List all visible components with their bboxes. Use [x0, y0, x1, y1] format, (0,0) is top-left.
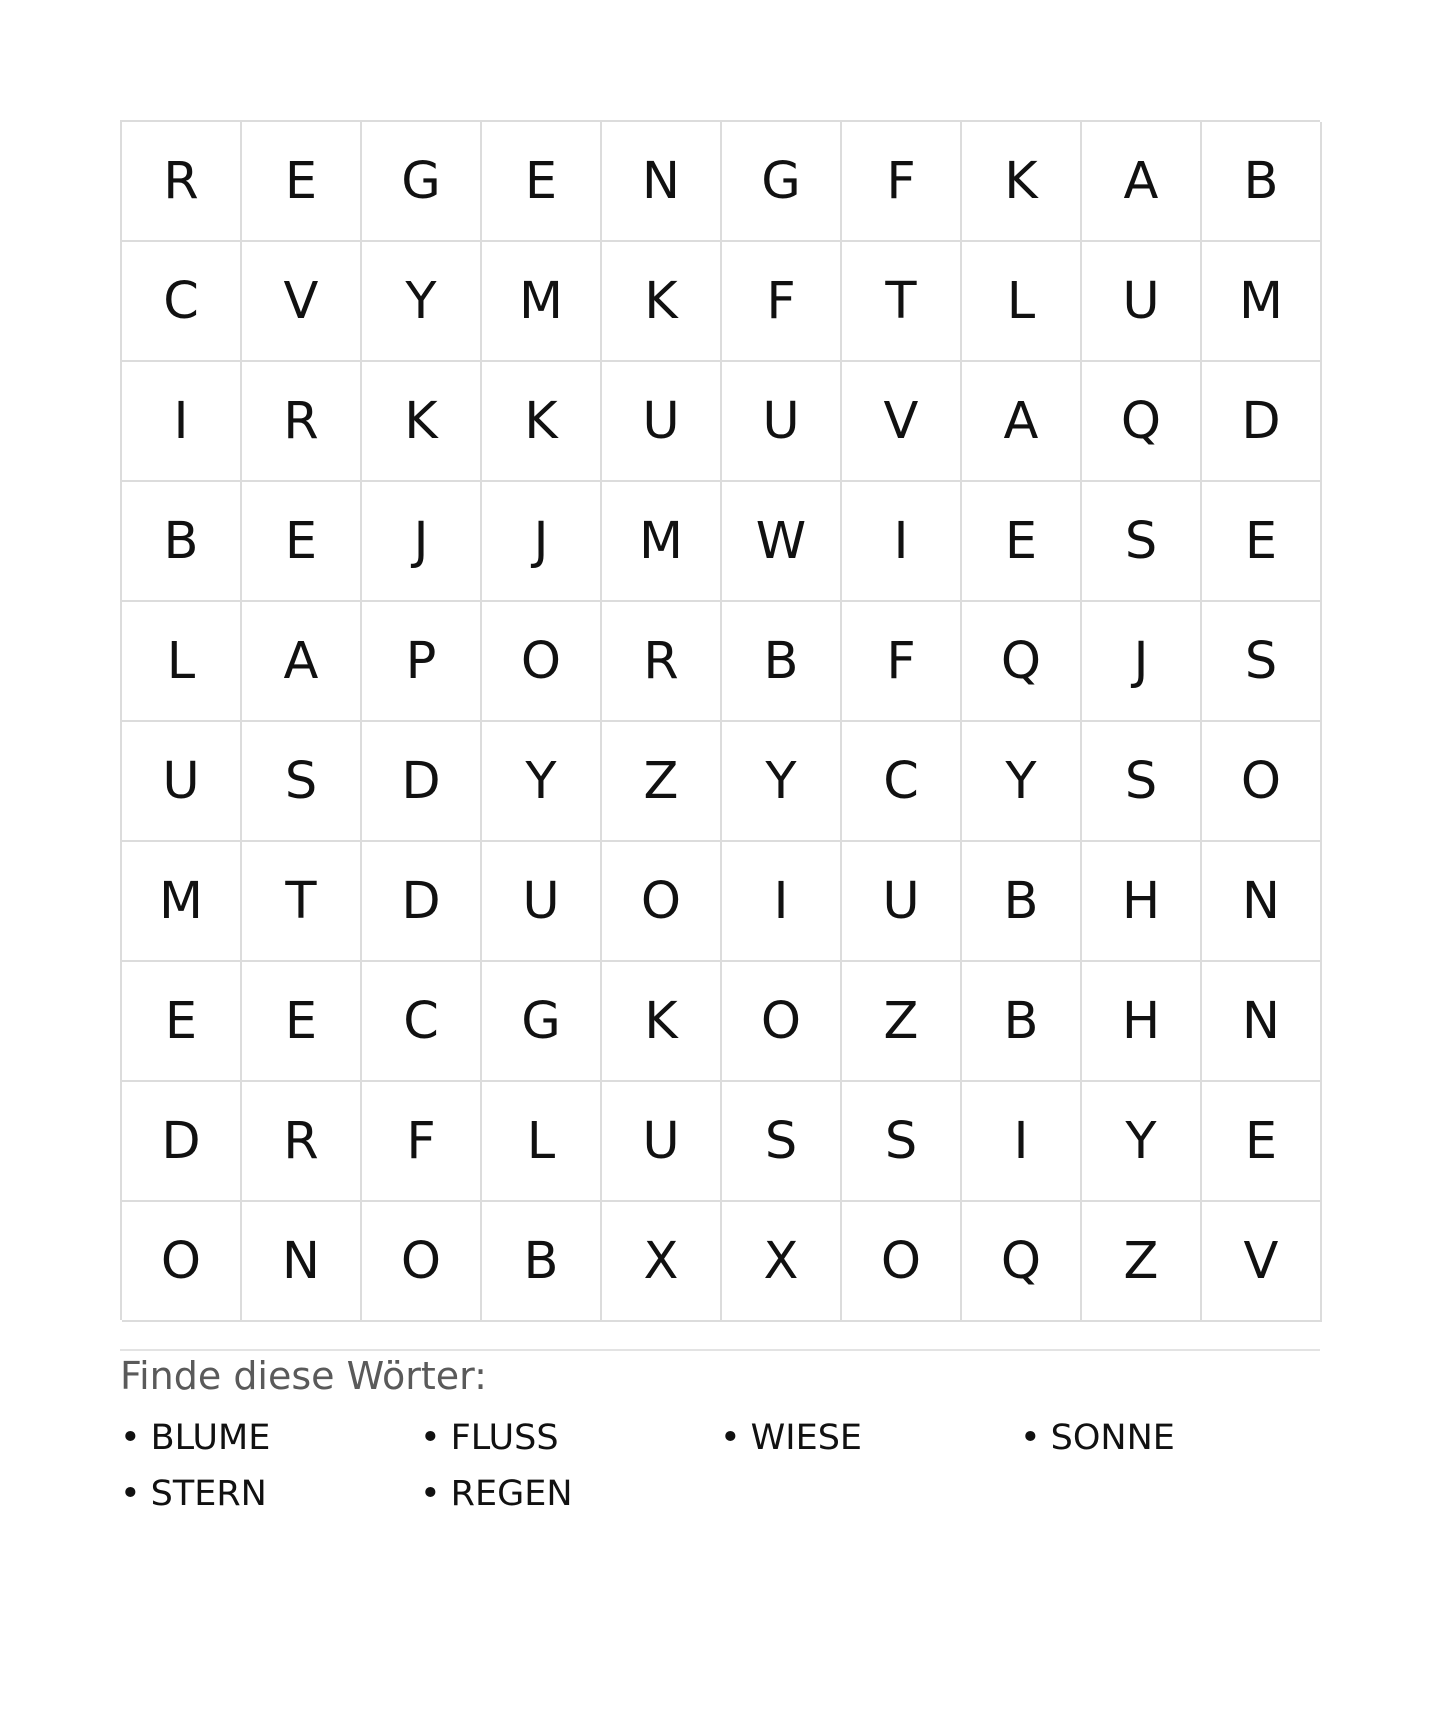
grid-cell[interactable]: W — [722, 482, 842, 602]
grid-cell[interactable]: T — [842, 242, 962, 362]
grid-cell[interactable]: V — [842, 362, 962, 482]
grid-cell[interactable]: F — [842, 602, 962, 722]
grid-cell[interactable]: R — [122, 122, 242, 242]
grid-cell[interactable]: D — [362, 722, 482, 842]
grid-cell[interactable]: O — [842, 1202, 962, 1322]
grid-cell[interactable]: M — [602, 482, 722, 602]
grid-cell[interactable]: C — [842, 722, 962, 842]
grid-cell[interactable]: J — [482, 482, 602, 602]
grid-cell[interactable]: J — [1082, 602, 1202, 722]
grid-cell[interactable]: R — [602, 602, 722, 722]
grid-cell[interactable]: L — [122, 602, 242, 722]
grid-cell[interactable]: O — [1202, 722, 1322, 842]
grid-cell[interactable]: V — [242, 242, 362, 362]
word-item — [420, 1410, 720, 1466]
grid-cell[interactable]: S — [722, 1082, 842, 1202]
grid-cell[interactable]: V — [1202, 1202, 1322, 1322]
bullet-icon: • — [120, 1418, 141, 1458]
grid-cell[interactable]: B — [1202, 122, 1322, 242]
word-label: SONNE — [1050, 1418, 1175, 1458]
grid-cell[interactable]: K — [962, 122, 1082, 242]
grid-cell[interactable]: C — [122, 242, 242, 362]
word-item — [420, 1466, 720, 1522]
grid-cell[interactable]: C — [362, 962, 482, 1082]
grid-cell[interactable]: S — [1202, 602, 1322, 722]
grid-cell[interactable]: Y — [962, 722, 1082, 842]
word-item — [1020, 1410, 1320, 1466]
word-label: BLUME — [150, 1418, 271, 1458]
grid-cell[interactable]: I — [122, 362, 242, 482]
grid-cell[interactable]: S — [1082, 482, 1202, 602]
grid-cell[interactable]: Q — [962, 1202, 1082, 1322]
grid-cell[interactable]: B — [122, 482, 242, 602]
grid-cell[interactable]: U — [842, 842, 962, 962]
grid-cell[interactable]: K — [602, 962, 722, 1082]
grid-cell[interactable]: E — [242, 962, 362, 1082]
grid-cell[interactable]: I — [722, 842, 842, 962]
bullet-icon: • — [120, 1474, 141, 1514]
grid-cell[interactable]: O — [122, 1202, 242, 1322]
grid-cell[interactable]: F — [842, 122, 962, 242]
grid-cell[interactable]: I — [962, 1082, 1082, 1202]
grid-cell[interactable]: F — [362, 1082, 482, 1202]
grid-cell[interactable]: M — [122, 842, 242, 962]
word-label: REGEN — [450, 1474, 573, 1514]
grid-cell[interactable]: E — [1202, 1082, 1322, 1202]
grid-cell[interactable]: R — [242, 362, 362, 482]
grid-cell[interactable]: L — [962, 242, 1082, 362]
bullet-icon: • — [420, 1418, 441, 1458]
word-label: STERN — [150, 1474, 267, 1514]
grid-cell[interactable]: Z — [1082, 1202, 1202, 1322]
grid-cell[interactable]: N — [1202, 962, 1322, 1082]
grid-cell[interactable]: D — [362, 842, 482, 962]
grid-cell[interactable]: G — [362, 122, 482, 242]
grid-cell[interactable]: N — [1202, 842, 1322, 962]
grid-cell[interactable]: E — [1202, 482, 1322, 602]
grid-cell[interactable]: R — [242, 1082, 362, 1202]
grid-cell[interactable]: K — [362, 362, 482, 482]
grid-cell[interactable]: H — [1082, 962, 1202, 1082]
grid-cell[interactable]: P — [362, 602, 482, 722]
bullet-icon: • — [420, 1474, 441, 1514]
word-list — [120, 1410, 1320, 1522]
grid-cell[interactable]: U — [602, 1082, 722, 1202]
grid-cell[interactable]: O — [362, 1202, 482, 1322]
grid-cell[interactable]: J — [362, 482, 482, 602]
grid-cell[interactable]: L — [482, 1082, 602, 1202]
grid-cell[interactable]: Z — [602, 722, 722, 842]
grid-cell[interactable]: E — [962, 482, 1082, 602]
grid-cell[interactable]: A — [962, 362, 1082, 482]
grid-cell[interactable]: D — [1202, 362, 1322, 482]
grid-cell[interactable]: Y — [722, 722, 842, 842]
grid-cell[interactable]: E — [242, 482, 362, 602]
word-list-heading: Finde diese Wörter: — [120, 1354, 487, 1398]
grid-cell[interactable]: U — [722, 362, 842, 482]
grid-cell[interactable]: B — [962, 842, 1082, 962]
grid-cell[interactable]: Y — [1082, 1082, 1202, 1202]
grid-cell[interactable]: B — [722, 602, 842, 722]
grid-cell[interactable]: E — [482, 122, 602, 242]
grid-cell[interactable]: Q — [962, 602, 1082, 722]
word-item — [120, 1410, 420, 1466]
grid-cell[interactable]: B — [482, 1202, 602, 1322]
word-search-grid — [120, 120, 1320, 1320]
grid-cell[interactable]: E — [122, 962, 242, 1082]
grid-cell[interactable]: N — [602, 122, 722, 242]
grid-cell[interactable]: X — [602, 1202, 722, 1322]
word-item — [720, 1410, 1020, 1466]
grid-cell[interactable]: O — [482, 602, 602, 722]
grid-cell[interactable]: S — [842, 1082, 962, 1202]
grid-cell[interactable]: F — [722, 242, 842, 362]
bullet-icon: • — [720, 1418, 741, 1458]
word-item — [120, 1466, 420, 1522]
grid-cell[interactable]: Q — [1082, 362, 1202, 482]
grid-cell[interactable]: K — [602, 242, 722, 362]
grid-cell[interactable]: O — [602, 842, 722, 962]
grid-cell[interactable]: X — [722, 1202, 842, 1322]
grid-cell[interactable]: S — [242, 722, 362, 842]
grid-cell[interactable]: E — [242, 122, 362, 242]
grid-cell[interactable]: M — [482, 242, 602, 362]
grid-cell[interactable]: U — [1082, 242, 1202, 362]
grid-cell[interactable]: A — [242, 602, 362, 722]
grid-cell[interactable]: N — [242, 1202, 362, 1322]
grid-cell[interactable]: U — [482, 842, 602, 962]
grid-cell[interactable]: M — [1202, 242, 1322, 362]
grid-cell[interactable]: S — [1082, 722, 1202, 842]
grid-cell[interactable]: B — [962, 962, 1082, 1082]
grid-cell[interactable]: G — [482, 962, 602, 1082]
word-label: WIESE — [750, 1418, 863, 1458]
grid-cell[interactable]: U — [602, 362, 722, 482]
grid-cell[interactable]: Y — [362, 242, 482, 362]
grid-cell[interactable]: K — [482, 362, 602, 482]
grid-cell[interactable]: U — [122, 722, 242, 842]
grid-cell[interactable]: Y — [482, 722, 602, 842]
grid-cell[interactable]: I — [842, 482, 962, 602]
word-label: FLUSS — [450, 1418, 559, 1458]
grid-cell[interactable]: D — [122, 1082, 242, 1202]
grid-cell[interactable]: H — [1082, 842, 1202, 962]
grid-cell[interactable]: T — [242, 842, 362, 962]
grid-cell[interactable]: G — [722, 122, 842, 242]
bullet-icon: • — [1020, 1418, 1041, 1458]
grid-cell[interactable]: O — [722, 962, 842, 1082]
grid-cell[interactable]: A — [1082, 122, 1202, 242]
grid-cell[interactable]: Z — [842, 962, 962, 1082]
